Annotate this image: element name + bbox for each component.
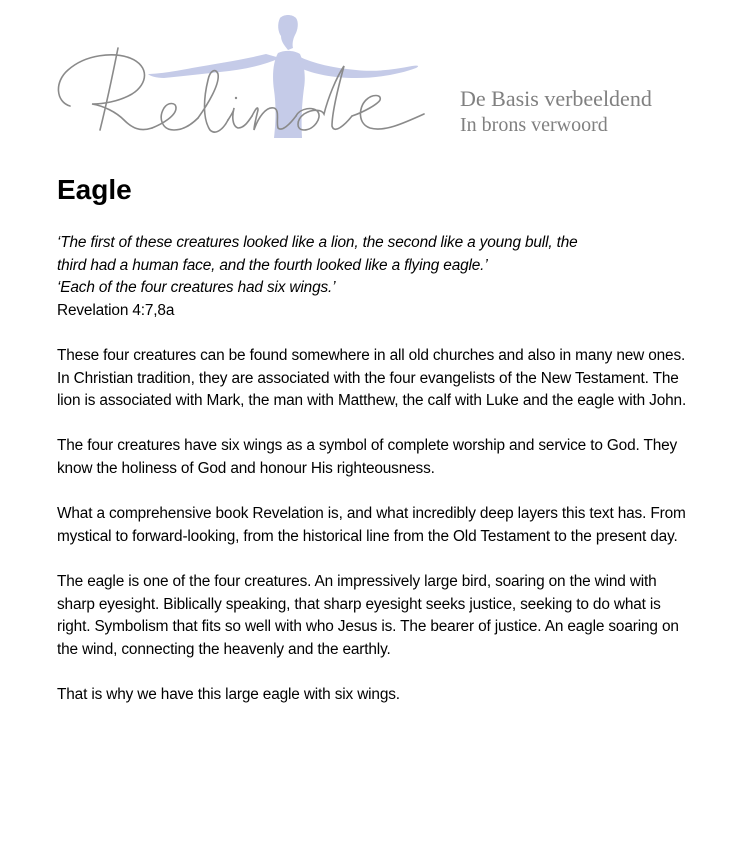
scripture-reference: Revelation 4:7,8a bbox=[57, 301, 175, 319]
tagline-line-1: De Basis verbeeldend bbox=[460, 86, 652, 111]
paragraph: The four creatures have six wings as a symbol of complete worship and service to God. They know the holiness of God and honour His righteousness. bbox=[57, 437, 678, 477]
quote-line: ‘Each of the four creatures had six wings.’ bbox=[57, 279, 336, 297]
document-body bbox=[57, 170, 697, 729]
page-header bbox=[0, 0, 736, 150]
quote-line: ‘The first of these creatures looked like a lion, the second like a young bull, the bbox=[57, 234, 578, 251]
tagline bbox=[460, 86, 652, 138]
tagline-line-2: In brons verwoord bbox=[460, 114, 608, 136]
relinde-logo bbox=[52, 8, 432, 143]
quote-line: third had a human face, and the fourth looked like a flying eagle.’ bbox=[57, 256, 488, 274]
document-title: Eagle bbox=[57, 174, 132, 205]
scripture-quote-block bbox=[57, 232, 697, 322]
paragraph: That is why we have this large eagle with six wings. bbox=[57, 685, 400, 703]
figure-silhouette-icon bbox=[148, 15, 418, 138]
paragraph: What a comprehensive book Revelation is, and what incredibly deep layers this text has. From mystical to forward-looking, from the historical line from the Old Testament to the present day. bbox=[57, 505, 686, 545]
paragraph: The eagle is one of the four creatures. An impressively large bird, soaring on the wind with sharp eyesight. Biblically speaking, that sharp eyesight seeks justice, seeking to do what is right. Symbolism that fits so well with who Jesus is. The bearer of justice. An eagle soaring on the wind, connecting the heavenly and the earthly. bbox=[57, 572, 679, 658]
paragraph: These four creatures can be found somewhere in all old churches and also in many new ones. In Christian tradition, they are associated with the four evangelists of the New Testament. The lion is associated with Mark, the man with Matthew, the calf with Luke and the eagle with John. bbox=[57, 346, 687, 410]
